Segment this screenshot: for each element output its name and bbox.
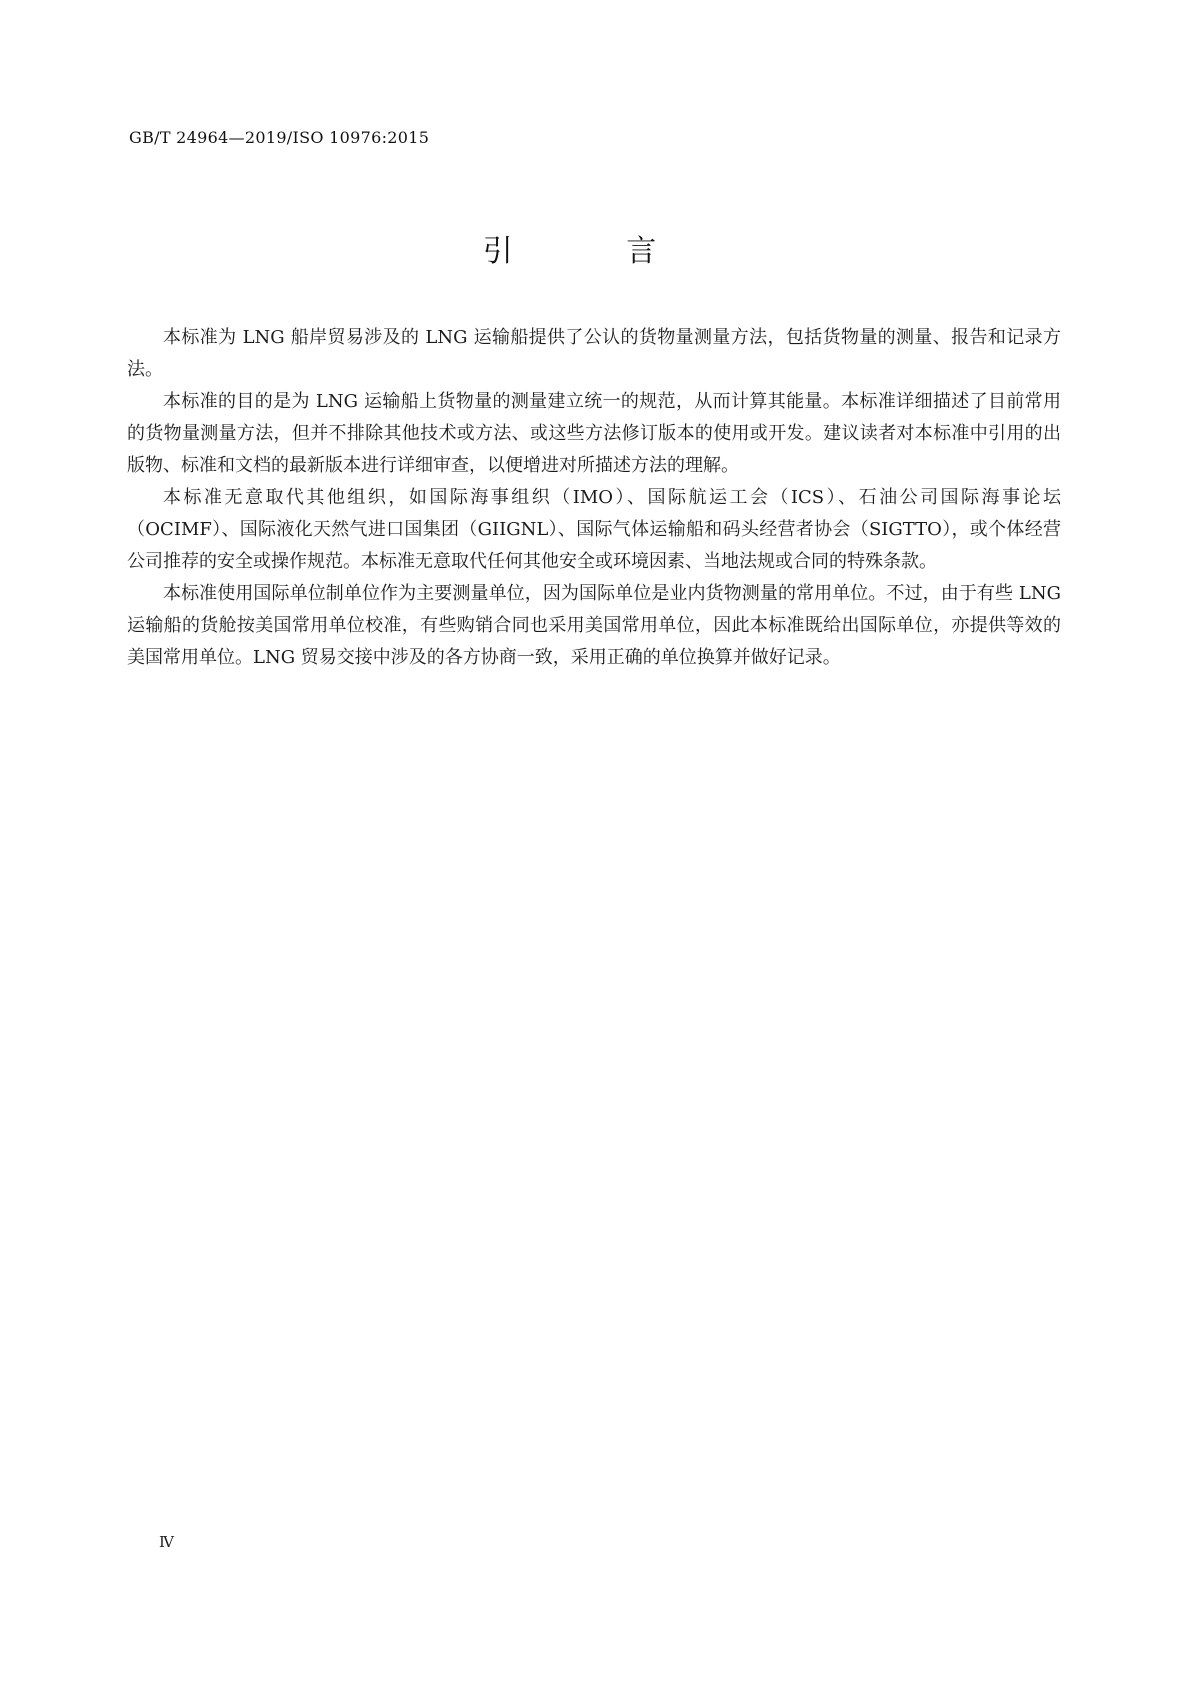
section-title: 引 言 <box>482 234 709 269</box>
paragraph: 本标准使用国际单位制单位作为主要测量单位，因为国际单位是业内货物测量的常用单位。不过，由于有些 LNG 运输船的货舱按美国常用单位校准，有些购销合同也采用美国常用单位，因此本标准既给出国际单位，亦提供等效的美国常用单位。LNG 贸易交接中涉及的各方协商一致，采用正确的单位换算并做好记录。 <box>127 583 1061 668</box>
standard-code-header: GB/T 24964—2019/ISO 10976:2015 <box>129 128 430 147</box>
introduction-body <box>127 322 1061 674</box>
paragraph: 本标准的目的是为 LNG 运输船上货物量的测量建立统一的规范，从而计算其能量。本标准详细描述了目前常用的货物量测量方法，但并不排除其他技术或方法、或这些方法修订版本的使用或开发。建议读者对本标准中引用的出版物、标准和文档的最新版本进行详细审查，以便增进对所描述方法的理解。 <box>127 391 1061 476</box>
paragraph: 本标准无意取代其他组织，如国际海事组织（IMO）、国际航运工会（ICS）、石油公司国际海事论坛（OCIMF）、国际液化天然气进口国集团（GIIGNL）、国际气体运输船和码头经营者协会（SIGTTO），或个体经营公司推荐的安全或操作规范。本标准无意取代任何其他安全或环境因素、当地法规或合同的特殊条款。 <box>127 487 1061 572</box>
page-number: Ⅳ <box>159 1533 174 1551</box>
paragraph: 本标准为 LNG 船岸贸易涉及的 LNG 运输船提供了公认的货物量测量方法，包括货物量的测量、报告和记录方法。 <box>127 327 1061 380</box>
